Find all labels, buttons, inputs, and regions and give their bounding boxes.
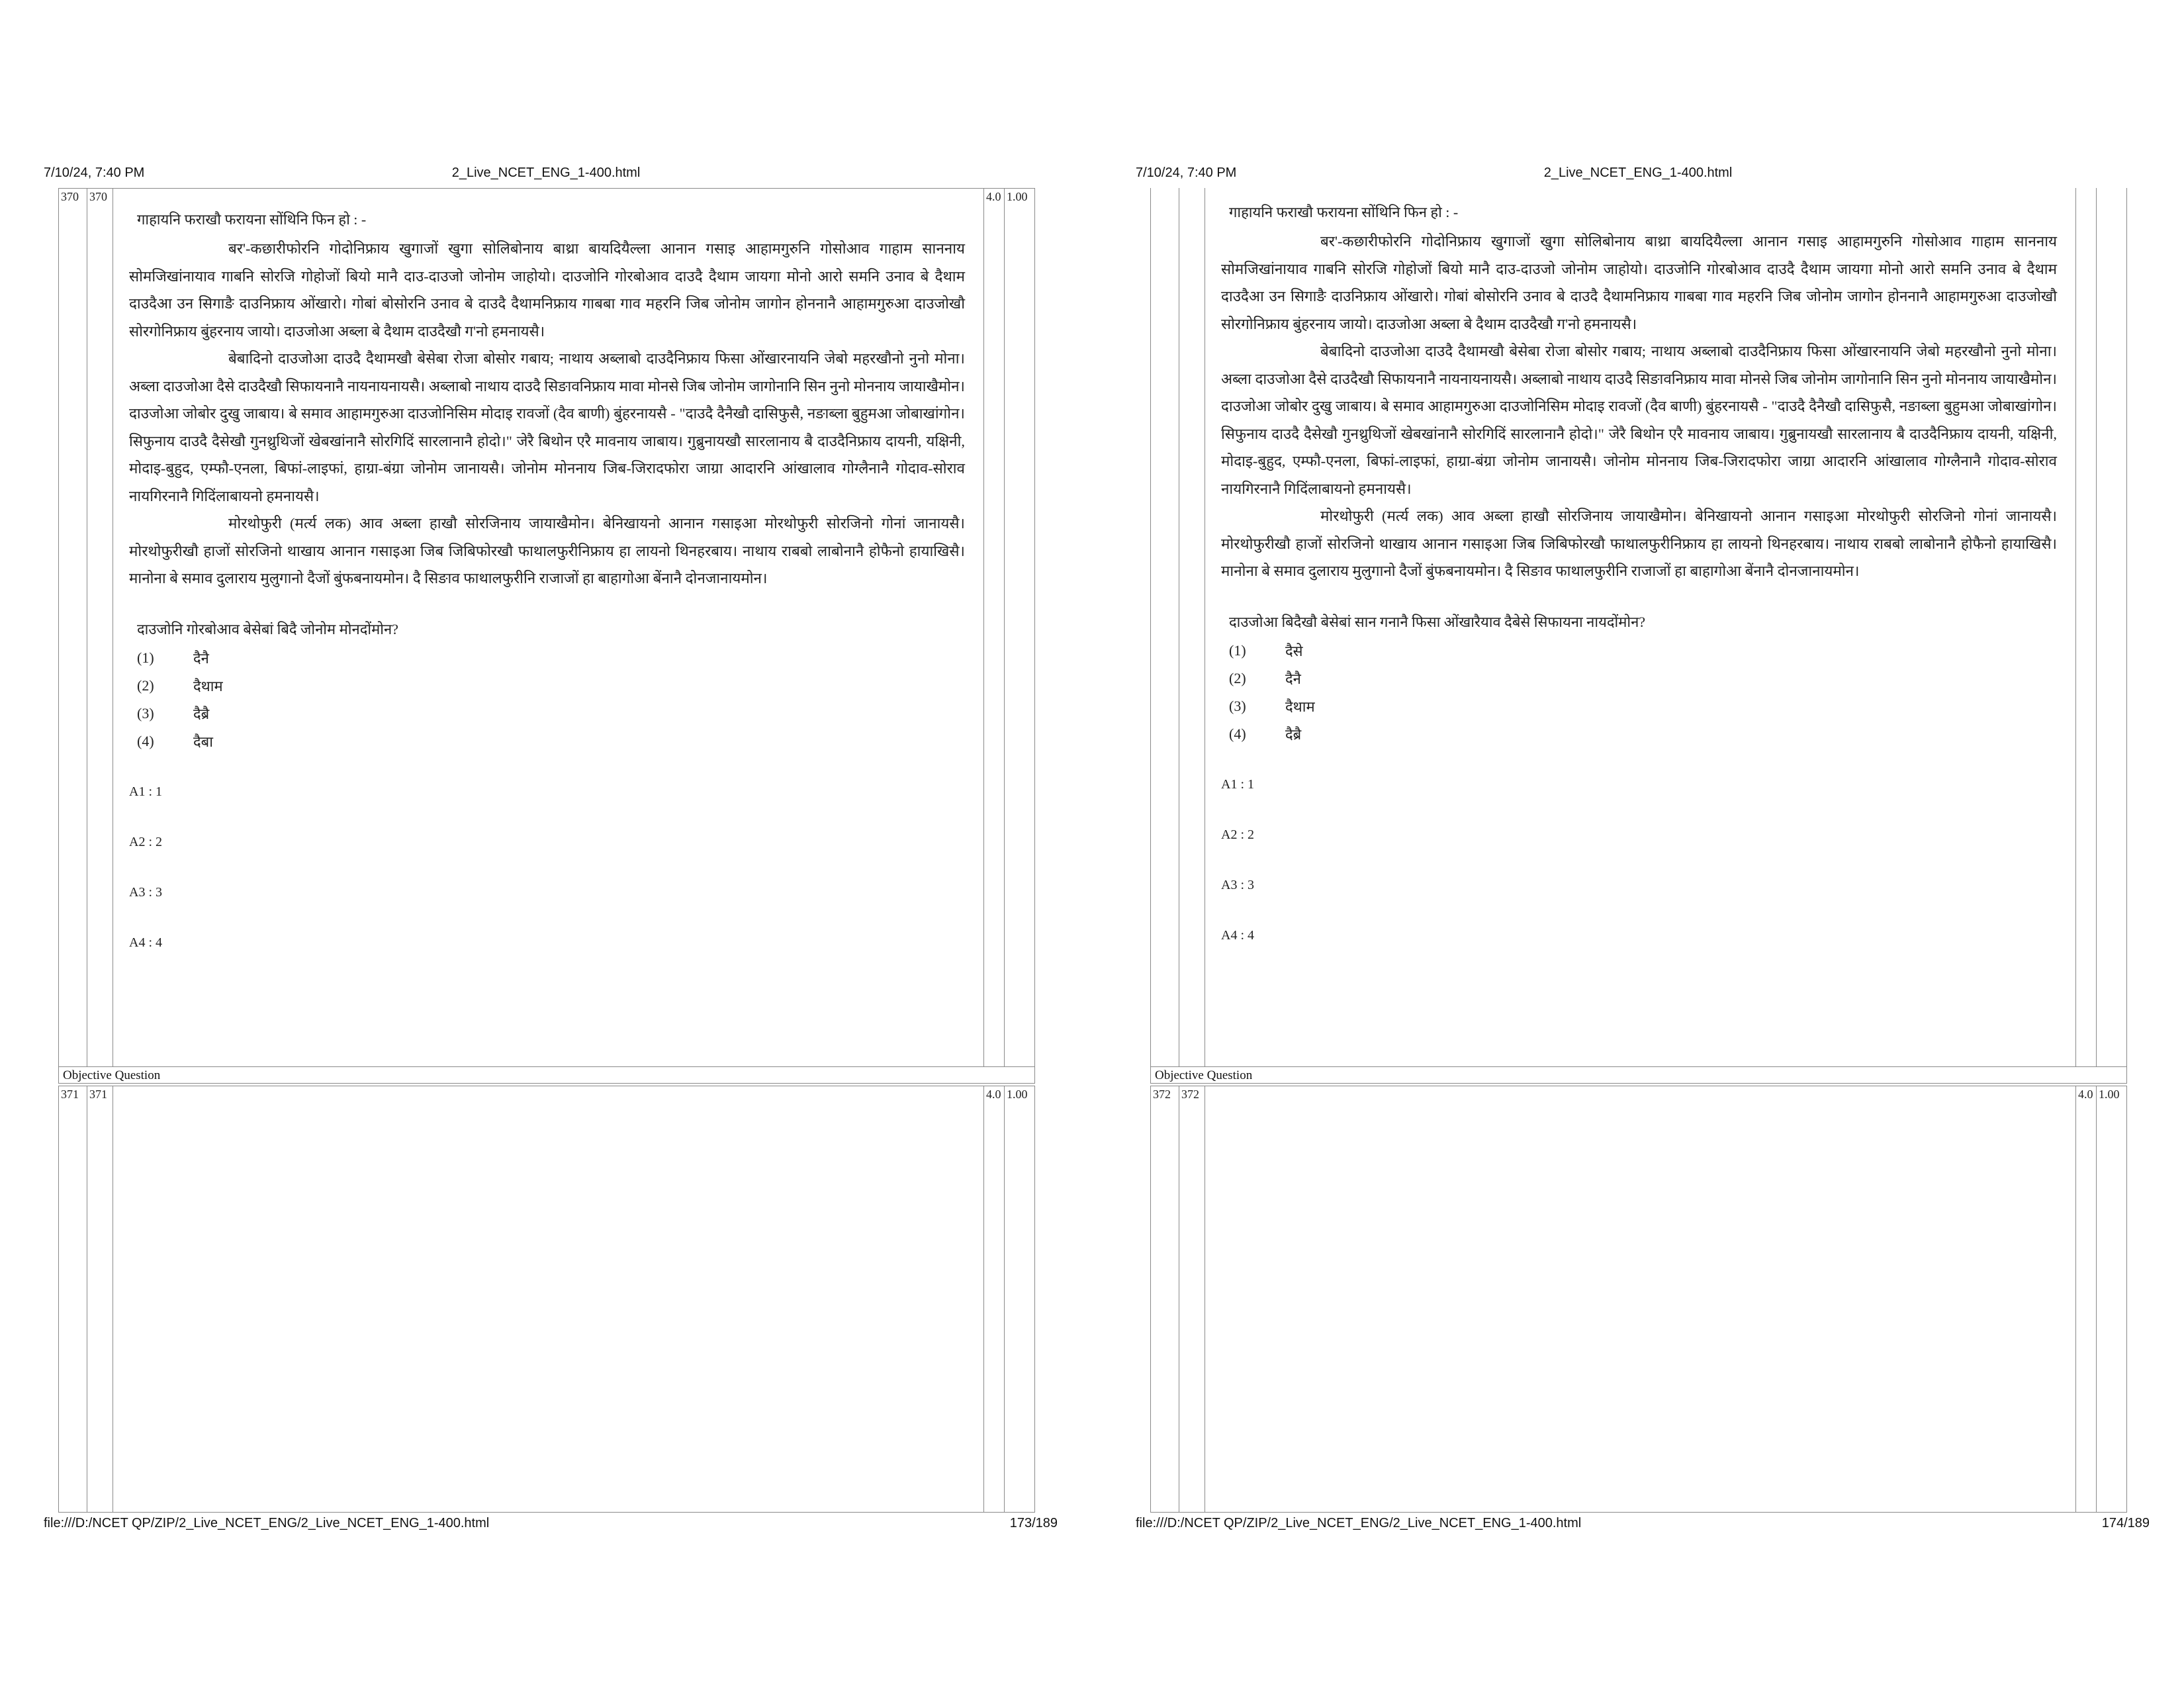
answer-key: A3 : 3 — [1221, 877, 1254, 892]
page-number: 174/189 — [2101, 1516, 2150, 1530]
question-text: दाउजोआ बिदैखौ बेसेबां सान गनानै फिसा ओंखारैयाव दैबेसे सिफायना नायदोंमोन? — [1229, 613, 1646, 630]
option-text: दैनै — [1285, 670, 1301, 687]
document-title: 2_Live_NCET_ENG_1-400.html — [451, 165, 641, 180]
marks-cell — [2075, 1086, 2097, 1513]
option-2 — [137, 672, 965, 700]
serial-number: 370 — [61, 190, 79, 203]
negative-marks-value: 1.00 — [2099, 1088, 2120, 1101]
answer-key: A4 : 4 — [1221, 927, 1254, 943]
answer-key: A1 : 1 — [1221, 776, 1254, 792]
question-id: 372 — [1181, 1088, 1199, 1101]
print-date: 7/10/24, 7:40 PM — [44, 165, 145, 180]
answer-key: A2 : 2 — [1221, 827, 1254, 842]
option-2 — [1229, 665, 2057, 692]
answer-key: A4 : 4 — [129, 935, 162, 950]
question-cell — [1205, 1086, 2076, 1513]
option-text: दैसे — [1285, 642, 1303, 659]
option-number: (3) — [1229, 697, 1246, 714]
passage-paragraph: बेबादिनो दाउजोआ दाउदै दैथामखौ बेसेबा रोजा बोसोर गबाय; नाथाय अब्लाबो दाउदैनिफ्राय फिसा ओंखारनायनि जेबो महरखौनो नुनो मोना। अब्ला दाउजोआ दैसे दाउदैखौ सिफायनानै नायनायनायसै। अब्लाबो नाथाय दाउदै सिङावनिफ्राय मावा मोनसे जिब जोनोम जागोनानि सिन नुनो मोननाय जायाखैमोन। दाउजोआ जोबोर दुखु जाबाय। बे समाव आहामगुरुआ दाउजोनिसिम मोदाइ रावजों (दैव बाणी) बुंहरनायसै - "दाउदै दैनैखौ दासिफुसै, नङाब्ला बुहुमआ जोबाखांगोन। सिफुनाय दाउदै दैसेखौ गुनथ्रुथिजों खेबखांनानै सोरगिदिं सारलानानै होदो।" जेरै बिथोन एरै मावनाय जाबाय। गुब्रुनायखौ सारलानाय बै दाउदैनिफ्राय दायनी, यक्षिनी, मोदाइ-बुहुद, एम्फौ-एनला, बिफां-लाइफां, हाग्रा-बंग्रा जोनोम जानायसै। जोनोम मोननाय जिब-जिरादफोरा जाग्रा आदारनि आंखालाव गोग्लैनानै गोदाव-सोराव नायगिरनानै गिदिंलाबायनो हमनायसै। — [129, 350, 965, 504]
answer-key-list — [129, 784, 965, 986]
file-path: file:///D:/NCET QP/ZIP/2_Live_NCET_ENG/2_Live_NCET_ENG_1-400.html — [44, 1516, 490, 1530]
serial-cell — [1150, 188, 1179, 1067]
serial-cell — [1150, 1086, 1179, 1513]
question-id-cell — [87, 188, 113, 1067]
option-text: दैब्रै — [1285, 726, 1302, 743]
option-text: दैबा — [193, 733, 213, 750]
negative-marks-cell — [2096, 188, 2127, 1067]
passage-paragraph: मोरथोफुरी (मर्त्य लक) आव अब्ला हाखौ सोरजिनाय जायाखैमोन। बेनिखायनो आनान गसाइआ मोरथोफुरी सोरजिनो गोनां जानायसै। मोरथोफुरीखौ हाजों सोरजिनो थाखाय आनान गसाइआ जिब जिबिफोरखौ फाथालफुरीनिफ्राय हा लायनो थिनहरबाय। नाथाय राबबो लाबोनानै होफैनो हायाखिसै। मानोना बे समाव दुलाराय मुलुगानो दैजों बुंफबनायमोन। दै सिङाव फाथालफुरीनि राजाजों हा बाहागोआ बेंनानै दोनजानायमोन। — [1221, 508, 2057, 579]
passage-paragraph: बर'-कछारीफोरनि गोदोनिफ्राय खुगाजों खुगा सोलिबोनाय बाथ्रा बायदियैल्ला आनान गसाइ आहामगुरुनि गोसोआव गाहाम साननाय सोमजिखांनायाव गाबनि सोरजि गोहोजों बियो मानै दाउ-दाउजो जोनोम जाहोयो। दाउजोनि गोरबोआव दाउदै दैथाम जायगा मोनो आरो समनि उनाव बे दैथाम दाउदैआ उन सिगाङै दाउनिफ्राय ओंखारो। गोबां बोसोरनि उनाव बे दाउदै दैथामनिफ्राय गाबबा गाव महरनि जिब जोनोम जागोन होननानै आहामगुरुआ दाउजोखौ सोरगोनिफ्राय बुंहरनाय जायो। दाउजोआ अब्ला बे दैथाम दाउदैखौ ग'नो हमनायसै। — [129, 240, 965, 340]
option-number: (1) — [137, 649, 154, 666]
option-3 — [137, 700, 965, 727]
question-id-cell — [1179, 1086, 1205, 1513]
marks-cell — [983, 188, 1005, 1067]
print-date: 7/10/24, 7:40 PM — [1136, 165, 1237, 180]
serial-cell — [58, 1086, 87, 1513]
answer-key: A3 : 3 — [129, 884, 162, 900]
negative-marks-cell — [2096, 1086, 2127, 1513]
question-type-row — [1150, 1066, 2127, 1084]
negative-marks-cell — [1004, 188, 1035, 1067]
answer-key: A2 : 2 — [129, 834, 162, 849]
marks-value: 4.0 — [986, 190, 1001, 203]
marks-value: 4.0 — [2078, 1088, 2093, 1101]
option-number: (3) — [137, 704, 154, 722]
options-list — [129, 644, 965, 755]
question-type-row — [58, 1066, 1035, 1084]
option-number: (2) — [1229, 669, 1246, 686]
answer-key: A1 : 1 — [129, 784, 162, 799]
question-cell — [113, 188, 984, 1067]
question-id: 371 — [89, 1088, 107, 1101]
option-number: (2) — [137, 677, 154, 694]
options-list — [1221, 637, 2057, 748]
file-path: file:///D:/NCET QP/ZIP/2_Live_NCET_ENG/2_Live_NCET_ENG_1-400.html — [1136, 1516, 1582, 1530]
negative-marks-value: 1.00 — [1007, 1088, 1028, 1101]
passage-paragraph: बेबादिनो दाउजोआ दाउदै दैथामखौ बेसेबा रोजा बोसोर गबाय; नाथाय अब्लाबो दाउदैनिफ्राय फिसा ओंखारनायनि जेबो महरखौनो नुनो मोना। अब्ला दाउजोआ दैसे दाउदैखौ सिफायनानै नायनायनायसै। अब्लाबो नाथाय दाउदै सिङावनिफ्राय मावा मोनसे जिब जोनोम जागोनानि सिन नुनो मोननाय जायाखैमोन। दाउजोआ जोबोर दुखु जाबाय। बे समाव आहामगुरुआ दाउजोनिसिम मोदाइ रावजों (दैव बाणी) बुंहरनायसै - "दाउदै दैनैखौ दासिफुसै, नङाब्ला बुहुमआ जोबाखांगोन। सिफुनाय दाउदै दैसेखौ गुनथ्रुथिजों खेबखांनानै सोरगिदिं सारलानानै होदो।" जेरै बिथोन एरै मावनाय जाबाय। गुब्रुनायखौ सारलानाय बै दाउदैनिफ्राय दायनी, यक्षिनी, मोदाइ-बुहुद, एम्फौ-एनला, बिफां-लाइफां, हाग्रा-बंग्रा जोनोम जानायसै। जोनोम मोननाय जिब-जिरादफोरा जाग्रा आदारनि आंखालाव गोग्लैनानै गोदाव-सोराव नायगिरनानै गिदिंलाबायनो हमनायसै। — [1221, 343, 2057, 497]
negative-marks-cell — [1004, 1086, 1035, 1513]
option-1 — [137, 644, 965, 672]
option-text: दैथाम — [1285, 698, 1315, 715]
page-number: 173/189 — [1009, 1516, 1058, 1530]
marks-cell — [983, 1086, 1005, 1513]
passage-paragraph: बर'-कछारीफोरनि गोदोनिफ्राय खुगाजों खुगा सोलिबोनाय बाथ्रा बायदियैल्ला आनान गसाइ आहामगुरुनि गोसोआव गाहाम साननाय सोमजिखांनायाव गाबनि सोरजि गोहोजों बियो मानै दाउ-दाउजो जोनोम जाहोयो। दाउजोनि गोरबोआव दाउदै दैथाम जायगा मोनो आरो समनि उनाव बे दैथाम दाउदैआ उन सिगाङै दाउनिफ्राय ओंखारो। गोबां बोसोरनि उनाव बे दाउदै दैथामनिफ्राय गाबबा गाव महरनि जिब जोनोम जागोन होननानै आहामगुरुआ दाउजोखौ सोरगोनिफ्राय बुंहरनाय जायो। दाउजोआ अब्ला बे दैथाम दाउदैखौ ग'नो हमनायसै। — [1221, 233, 2057, 332]
option-number: (1) — [1229, 641, 1246, 659]
passage-paragraph: मोरथोफुरी (मर्त्य लक) आव अब्ला हाखौ सोरजिनाय जायाखैमोन। बेनिखायनो आनान गसाइआ मोरथोफुरी सोरजिनो गोनां जानायसै। मोरथोफुरीखौ हाजों सोरजिनो थाखाय आनान गसाइआ जिब जिबिफोरखौ फाथालफुरीनिफ्राय हा लायनो थिनहरबाय। नाथाय राबबो लाबोनानै होफैनो हायाखिसै। मानोना बे समाव दुलाराय मुलुगानो दैजों बुंफबनायमोन। दै सिङाव फाथालफुरीनि राजाजों हा बाहागोआ बेंनानै दोनजानायमोन। — [129, 515, 965, 586]
pdf-page-174 — [1092, 0, 2184, 1688]
option-text: दैथाम — [193, 677, 223, 694]
question-cell — [113, 1086, 984, 1513]
passage-instruction: गाहायनि फराखौ फरायना सोंथिनि फिन हो : - — [1229, 204, 1459, 220]
option-text: दैनै — [193, 649, 209, 667]
option-3 — [1229, 692, 2057, 720]
answer-key-list — [1221, 777, 2057, 978]
option-number: (4) — [1229, 725, 1246, 742]
question-id-cell — [87, 1086, 113, 1513]
question-type-label: Objective Question — [1155, 1068, 1253, 1082]
option-text: दैब्रै — [193, 705, 210, 722]
question-content — [1221, 200, 2057, 978]
passage-instruction: गाहायनि फराखौ फरायना सोंथिनि फिन हो : - — [137, 211, 367, 228]
option-1 — [1229, 637, 2057, 665]
serial-number: 372 — [1153, 1088, 1171, 1101]
document-title: 2_Live_NCET_ENG_1-400.html — [1543, 165, 1733, 180]
question-content — [129, 207, 965, 986]
negative-marks-value: 1.00 — [1007, 190, 1028, 203]
serial-number: 371 — [61, 1088, 79, 1101]
option-number: (4) — [137, 732, 154, 749]
option-4 — [137, 727, 965, 755]
marks-value: 4.0 — [986, 1088, 1001, 1101]
serial-cell — [58, 188, 87, 1067]
option-4 — [1229, 720, 2057, 748]
marks-cell — [2075, 188, 2097, 1067]
question-id: 370 — [89, 190, 107, 203]
question-type-label: Objective Question — [63, 1068, 161, 1082]
question-id-cell — [1179, 188, 1205, 1067]
question-text: दाउजोनि गोरबोआव बेसेबां बिदै जोनोम मोनदोंमोन? — [137, 620, 398, 637]
question-cell — [1205, 188, 2076, 1067]
